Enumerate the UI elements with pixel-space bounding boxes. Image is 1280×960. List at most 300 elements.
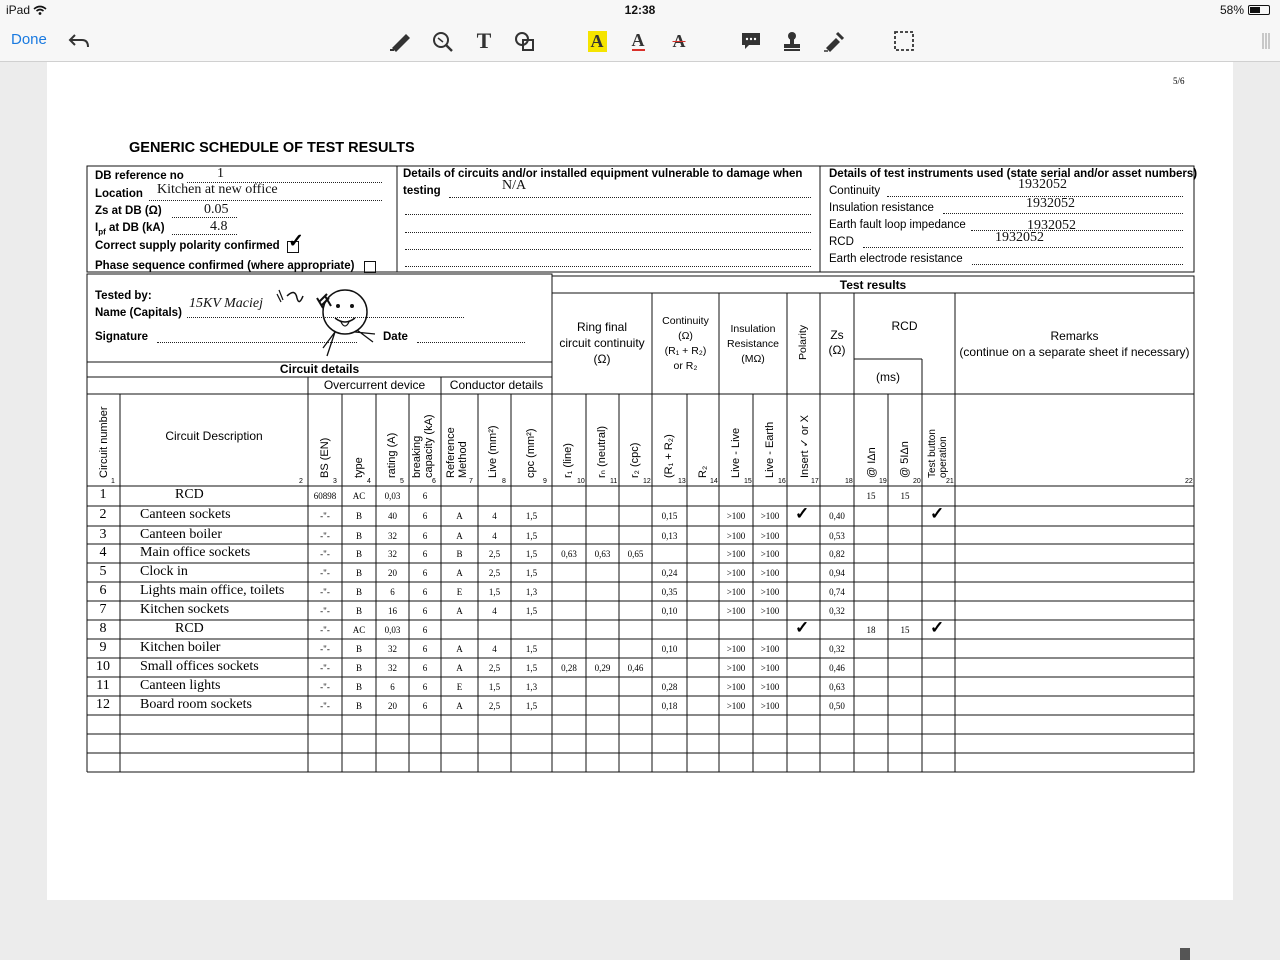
cell-zs[interactable]: 0,53 <box>829 531 845 541</box>
r1-heading: r₁ (line) <box>562 443 574 478</box>
toolbar-handle-icon[interactable] <box>1256 28 1276 54</box>
cell-desc[interactable]: Clock in <box>140 564 188 579</box>
reference-heading <box>445 427 469 478</box>
cell-bs[interactable]: -"- <box>320 701 330 711</box>
cell-bs[interactable]: -"- <box>320 511 330 521</box>
cell-rn[interactable]: 0,29 <box>594 663 611 673</box>
polarity-check-mark: ✓ <box>288 231 304 252</box>
rating-heading: rating (A) <box>386 432 398 478</box>
cell-r2[interactable]: 0,65 <box>627 549 644 559</box>
page-number: 5/6 <box>1173 76 1185 86</box>
cell-bs[interactable]: -"- <box>320 606 330 616</box>
r1r2-heading: (R₁ + R₂) <box>663 434 675 478</box>
cell-breaking[interactable]: 6 <box>422 625 428 635</box>
cell-zs[interactable]: 0,32 <box>829 606 845 616</box>
cell-r1r2[interactable]: 0,15 <box>661 511 678 521</box>
db-ref-value[interactable]: 1 <box>217 166 224 181</box>
cell-le[interactable]: >100 <box>760 701 780 711</box>
column-number: 18 <box>845 478 853 485</box>
reference-line2: Method <box>457 441 469 478</box>
instrument-value-insulation[interactable]: 1932052 <box>1026 196 1075 211</box>
circuit-description-heading: Circuit Description <box>165 429 263 443</box>
cell-zs[interactable]: 0,40 <box>829 511 845 521</box>
test-button-line1: Test button <box>927 429 938 478</box>
text-icon[interactable]: T <box>476 28 492 53</box>
signature-doodle <box>275 286 385 358</box>
instrument-dots-insulation <box>943 213 1183 214</box>
cell-live[interactable]: 1,5 <box>488 587 501 597</box>
done-button[interactable]: Done <box>11 31 47 48</box>
circuit-number-heading: Circuit number <box>98 406 110 478</box>
overcurrent-heading: Overcurrent device <box>323 378 426 392</box>
cell-breaking[interactable]: 6 <box>422 491 428 501</box>
cell-ref[interactable]: A <box>456 531 463 541</box>
cell-type[interactable]: B <box>355 549 362 559</box>
cell-bs[interactable]: -"- <box>320 663 330 673</box>
cell-btn[interactable]: ✓ <box>930 504 945 523</box>
instrument-label-continuity: Continuity <box>829 185 881 197</box>
cell-cpc[interactable]: 1,5 <box>525 568 538 578</box>
cell-desc[interactable]: Kitchen boiler <box>140 640 221 655</box>
highlighter-icon[interactable] <box>584 28 610 54</box>
rcd-heading: RCD <box>891 319 918 333</box>
at-5idn-heading: @ 5IΔn <box>899 441 911 478</box>
zs-heading-line2: (Ω) <box>828 343 846 357</box>
cell-ll[interactable]: >100 <box>726 511 746 521</box>
cell-ref[interactable]: A <box>456 663 463 673</box>
bs-en-heading: BS (EN) <box>319 437 331 478</box>
column-number: 7 <box>469 478 473 485</box>
cell-r1r2[interactable]: 0,10 <box>661 606 678 616</box>
insulation-line3: (MΩ) <box>741 353 765 365</box>
column-number: 3 <box>333 478 337 485</box>
location-value[interactable]: Kitchen at new office <box>157 182 278 197</box>
cell-ref[interactable]: A <box>456 606 463 616</box>
cell-no[interactable]: 4 <box>99 545 107 560</box>
signature-icon[interactable] <box>820 28 846 54</box>
continuity-heading <box>652 314 719 374</box>
cell-r1r2[interactable]: 0,13 <box>661 531 678 541</box>
pen-icon[interactable] <box>388 28 414 54</box>
cell-ll[interactable]: >100 <box>726 549 746 559</box>
column-number: 4 <box>367 478 371 485</box>
cell-idn5[interactable]: 15 <box>900 491 910 501</box>
vulnerable-dots-3 <box>405 232 811 233</box>
zs-value[interactable]: 0.05 <box>204 202 229 217</box>
cell-bs[interactable]: -"- <box>320 682 330 692</box>
cell-no[interactable]: 5 <box>99 564 107 579</box>
underline-glyph: A <box>631 30 645 50</box>
column-number: 15 <box>744 478 752 485</box>
column-number: 5 <box>400 478 404 485</box>
location-label: Location <box>95 188 143 200</box>
cell-rating[interactable]: 0,03 <box>384 625 401 635</box>
live-heading: Live (mm²) <box>487 425 499 478</box>
cell-le[interactable]: >100 <box>760 587 780 597</box>
cell-bs[interactable]: -"- <box>320 568 330 578</box>
cell-desc[interactable]: RCD <box>175 621 204 636</box>
cell-rating[interactable]: 32 <box>388 644 397 654</box>
cell-type[interactable]: B <box>355 606 362 616</box>
cell-no[interactable]: 11 <box>96 678 110 693</box>
device-label: iPad <box>6 3 31 17</box>
cell-zs[interactable]: 0,74 <box>829 587 845 597</box>
continuity-line2: (Ω) <box>678 330 693 342</box>
cell-r1r2[interactable]: 0,35 <box>661 587 678 597</box>
instruments-heading: Details of test instruments used (state serial and/or asset numbers) <box>829 168 1198 180</box>
ring-final-line3: (Ω) <box>593 352 611 366</box>
cell-cpc[interactable]: 1,5 <box>525 511 538 521</box>
cell-rating[interactable]: 20 <box>388 701 397 711</box>
cell-ll[interactable]: >100 <box>726 568 746 578</box>
comment-icon[interactable] <box>738 28 764 54</box>
cell-le[interactable]: >100 <box>760 663 780 673</box>
cell-r1[interactable]: 0,28 <box>561 663 577 673</box>
cell-no[interactable]: 9 <box>99 640 107 655</box>
at-idn-heading: @ IΔn <box>866 447 878 478</box>
status-bar <box>0 0 1280 20</box>
ipf-label-main: I <box>95 222 99 234</box>
annotation-toolbar <box>0 20 1280 62</box>
ipf-value[interactable]: 4.8 <box>210 219 228 234</box>
cell-live[interactable]: 1,5 <box>488 682 501 692</box>
cell-ref[interactable]: B <box>456 549 463 559</box>
cell-no[interactable]: 6 <box>99 583 107 598</box>
ipf-label <box>95 222 165 236</box>
cell-bs[interactable]: -"- <box>320 549 330 559</box>
continuity-line3: (R₁ + R₂) <box>664 345 707 357</box>
ring-final-line2: circuit continuity <box>559 336 645 350</box>
cell-le[interactable]: >100 <box>760 531 780 541</box>
cell-rating[interactable]: 0,03 <box>384 491 401 501</box>
cell-r1[interactable]: 0,63 <box>561 549 577 559</box>
cell-live[interactable]: 4 <box>492 531 497 541</box>
battery-fill <box>1250 7 1260 13</box>
ring-final-heading <box>552 319 652 367</box>
polarity-label: Correct supply polarity confirmed <box>95 240 280 252</box>
insulation-line1: Insulation <box>730 323 776 335</box>
cell-live[interactable]: 2,5 <box>488 568 501 578</box>
cell-ll[interactable]: >100 <box>726 531 746 541</box>
cell-type[interactable]: B <box>355 682 362 692</box>
cell-pol[interactable]: ✓ <box>795 504 810 523</box>
battery-icon <box>1248 5 1270 15</box>
cell-rating[interactable]: 32 <box>388 531 397 541</box>
cell-btn[interactable]: ✓ <box>930 618 945 637</box>
cell-ll[interactable]: >100 <box>726 701 746 711</box>
cell-cpc[interactable]: 1,5 <box>525 531 538 541</box>
type-heading: type <box>353 457 365 478</box>
column-number: 16 <box>778 478 786 485</box>
cell-live[interactable]: 4 <box>492 511 497 521</box>
cell-idn5[interactable]: 15 <box>900 625 910 635</box>
cell-le[interactable]: >100 <box>760 568 780 578</box>
test-results-heading: Test results <box>839 278 907 292</box>
zs-heading <box>820 328 854 358</box>
cell-bs[interactable]: -"- <box>320 644 330 654</box>
cell-ref[interactable]: A <box>456 701 463 711</box>
text-color-icon[interactable] <box>625 28 651 54</box>
signature-label: Signature <box>95 331 149 343</box>
cell-type[interactable]: B <box>355 568 362 578</box>
cell-le[interactable]: >100 <box>760 644 780 654</box>
zs-label: Zs at DB (Ω) <box>95 205 162 217</box>
cell-r1r2[interactable]: 0,28 <box>661 682 678 692</box>
cell-r1r2[interactable]: 0,24 <box>661 568 678 578</box>
column-number: 19 <box>879 478 887 485</box>
continuity-line1: Continuity <box>662 315 709 327</box>
cell-type[interactable]: B <box>355 663 362 673</box>
cell-bs[interactable]: -"- <box>320 625 330 635</box>
column-number: 17 <box>811 478 819 485</box>
cell-type[interactable]: AC <box>352 491 366 501</box>
cell-breaking[interactable]: 6 <box>422 568 428 578</box>
document-page <box>47 62 1233 900</box>
cell-ll[interactable]: >100 <box>726 663 746 673</box>
cell-r1r2[interactable]: 0,18 <box>661 701 678 711</box>
remarks-line1: Remarks <box>1050 329 1099 343</box>
cell-bs[interactable]: -"- <box>320 587 330 597</box>
cell-breaking[interactable]: 6 <box>422 701 428 711</box>
rcd-ms-heading: (ms) <box>876 370 900 384</box>
ring-final-line1: Ring final <box>576 320 628 334</box>
cell-ll[interactable]: >100 <box>726 682 746 692</box>
column-number: 1 <box>111 478 115 485</box>
rn-heading: rₙ (neutral) <box>596 425 608 478</box>
cell-breaking[interactable]: 6 <box>422 682 428 692</box>
cell-le[interactable]: >100 <box>760 682 780 692</box>
name-value[interactable]: 15KV Maciej <box>189 296 264 311</box>
phase-label: Phase sequence confirmed (where appropriate) <box>95 260 355 272</box>
cell-no[interactable]: 3 <box>99 527 107 542</box>
instrument-label-insulation: Insulation resistance <box>829 202 934 214</box>
vulnerable-label-line1: Details of circuits and/or installed equipment vulnerable to damage when <box>403 168 803 180</box>
cell-no[interactable]: 2 <box>99 507 107 522</box>
cell-rating[interactable]: 6 <box>390 587 395 597</box>
cell-rating[interactable]: 6 <box>390 682 395 692</box>
instrument-label-rcd: RCD <box>829 236 854 248</box>
stamp-icon[interactable] <box>779 28 805 54</box>
cell-ref[interactable]: E <box>456 587 463 597</box>
cell-type[interactable]: B <box>355 587 362 597</box>
cell-no[interactable]: 10 <box>96 659 110 674</box>
cell-live[interactable]: 4 <box>492 644 497 654</box>
cell-desc[interactable]: Canteen sockets <box>140 507 231 522</box>
cell-ref[interactable]: E <box>456 682 463 692</box>
ipf-label-sub: pf <box>98 227 106 237</box>
scroll-indicator[interactable] <box>1180 948 1190 960</box>
breaking-line2: capacity (kA) <box>423 414 435 478</box>
column-number: 9 <box>543 478 547 485</box>
instrument-value-rcd[interactable]: 1932052 <box>995 230 1044 245</box>
conductor-heading: Conductor details <box>449 378 544 392</box>
strikethrough-icon[interactable] <box>666 28 692 54</box>
reference-line1: Reference <box>445 427 457 478</box>
breaking-line1: breaking <box>411 435 423 478</box>
cell-ll[interactable]: >100 <box>726 587 746 597</box>
cell-cpc[interactable]: 1,3 <box>525 682 538 692</box>
column-number: 2 <box>299 478 303 485</box>
cell-breaking[interactable]: 6 <box>422 549 428 559</box>
battery-status <box>1220 3 1270 17</box>
phase-checkbox[interactable] <box>364 261 376 273</box>
document-viewer[interactable] <box>0 62 1280 960</box>
cell-desc[interactable]: Kitchen sockets <box>140 602 230 617</box>
column-number: 11 <box>610 478 618 485</box>
cell-r1r2[interactable]: 0,10 <box>661 644 678 654</box>
test-button-heading <box>927 429 949 478</box>
zs-heading-line1: Zs <box>830 328 844 342</box>
undo-icon[interactable] <box>66 28 92 54</box>
date-label: Date <box>383 331 408 343</box>
cell-desc[interactable]: Canteen lights <box>140 678 221 693</box>
column-number: 21 <box>946 478 954 485</box>
cell-idn[interactable]: 18 <box>866 625 876 635</box>
cell-desc[interactable]: Main office sockets <box>140 545 251 560</box>
location-dots <box>149 200 382 201</box>
vulnerable-value[interactable]: N/A <box>502 178 527 193</box>
cell-breaking[interactable]: 6 <box>422 644 428 654</box>
cell-idn[interactable]: 15 <box>866 491 876 501</box>
instrument-dots-rcd <box>863 247 1183 248</box>
cell-bs[interactable]: 60898 <box>313 491 337 501</box>
live-live-heading: Live - Live <box>730 427 742 478</box>
cell-zs[interactable]: 0,32 <box>829 644 845 654</box>
remarks-heading <box>955 328 1194 360</box>
vulnerable-dots-1 <box>449 197 811 198</box>
cell-ll[interactable]: >100 <box>726 606 746 616</box>
cell-desc[interactable]: Lights main office, toilets <box>140 583 285 598</box>
ipf-label-rest: at DB (kA) <box>105 222 165 234</box>
column-number: 14 <box>710 478 718 485</box>
cell-breaking[interactable]: 6 <box>422 663 428 673</box>
cell-cpc[interactable]: 1,5 <box>525 606 538 616</box>
cell-cpc[interactable]: 1,5 <box>525 549 538 559</box>
column-number: 20 <box>913 478 921 485</box>
cell-zs[interactable]: 0,46 <box>829 663 845 673</box>
vulnerable-dots-5 <box>405 266 811 267</box>
cell-zs[interactable]: 0,94 <box>829 568 845 578</box>
cell-live[interactable]: 2,5 <box>488 701 501 711</box>
cell-type[interactable]: AC <box>352 625 366 635</box>
circuit-details-heading: Circuit details <box>279 362 360 376</box>
cell-zs[interactable]: 0,82 <box>829 549 845 559</box>
cell-breaking[interactable]: 6 <box>422 531 428 541</box>
tested-by-label: Tested by: <box>95 290 152 302</box>
cell-rating[interactable]: 32 <box>388 549 397 559</box>
date-dots <box>417 342 525 343</box>
insulation-line2: Resistance <box>727 338 779 350</box>
cell-cpc[interactable]: 1,5 <box>525 663 538 673</box>
cell-r2[interactable]: 0,46 <box>627 663 644 673</box>
cell-no[interactable]: 8 <box>99 621 107 636</box>
cell-live[interactable]: 4 <box>492 606 497 616</box>
shapes-icon[interactable] <box>512 28 538 54</box>
cell-rating[interactable]: 16 <box>388 606 397 616</box>
column-number: 22 <box>1185 478 1193 485</box>
cell-ref[interactable]: A <box>456 568 463 578</box>
cell-type[interactable]: B <box>355 531 362 541</box>
cell-pol[interactable]: ✓ <box>795 618 810 637</box>
instrument-dots-electrode <box>972 264 1183 265</box>
cell-live[interactable]: 2,5 <box>488 549 501 559</box>
name-label: Name (Capitals) <box>95 307 182 319</box>
cell-ref[interactable]: A <box>456 511 463 521</box>
test-button-line2: operation <box>938 436 949 478</box>
vulnerable-dots-2 <box>405 214 811 215</box>
cell-breaking[interactable]: 6 <box>422 511 428 521</box>
cell-type[interactable]: B <box>355 644 362 654</box>
cell-cpc[interactable]: 1,5 <box>525 644 538 654</box>
breaking-heading <box>411 414 435 478</box>
cell-bs[interactable]: -"- <box>320 531 330 541</box>
cell-cpc[interactable]: 1,3 <box>525 587 538 597</box>
polarity-heading: Polarity <box>797 324 809 360</box>
cell-breaking[interactable]: 6 <box>422 587 428 597</box>
cell-type[interactable]: B <box>355 511 362 521</box>
cell-rating[interactable]: 40 <box>388 511 397 521</box>
clock: 12:38 <box>624 3 656 17</box>
instrument-value-continuity[interactable]: 1932052 <box>1018 177 1067 192</box>
cell-desc[interactable]: Board room sockets <box>140 697 252 712</box>
column-number: 8 <box>502 478 506 485</box>
cell-zs[interactable]: 0,50 <box>829 701 845 711</box>
magnifier-icon[interactable] <box>430 28 456 54</box>
cell-desc[interactable]: Canteen boiler <box>140 527 223 542</box>
column-number: 13 <box>678 478 686 485</box>
cell-no[interactable]: 1 <box>99 487 107 502</box>
cell-rating[interactable]: 32 <box>388 663 397 673</box>
cell-desc[interactable]: Small offices sockets <box>140 659 259 674</box>
cell-cpc[interactable]: 1,5 <box>525 701 538 711</box>
instrument-label-loop: Earth fault loop impedance <box>829 219 966 231</box>
battery-percent: 58% <box>1219 3 1244 17</box>
strike-glyph: A <box>672 30 686 51</box>
live-earth-heading: Live - Earth <box>764 421 776 478</box>
cell-le[interactable]: >100 <box>760 606 780 616</box>
cell-le[interactable]: >100 <box>760 549 780 559</box>
instrument-label-electrode: Earth electrode resistance <box>829 253 963 265</box>
column-number: 6 <box>432 478 436 485</box>
cell-live[interactable]: 2,5 <box>488 663 501 673</box>
cell-zs[interactable]: 0,63 <box>829 682 845 692</box>
insert-heading: Insert ✓ or X <box>799 414 811 478</box>
cell-type[interactable]: B <box>355 701 362 711</box>
cell-ref[interactable]: A <box>456 644 463 654</box>
cpc-heading: cpc (mm²) <box>525 428 537 478</box>
cell-breaking[interactable]: 6 <box>422 606 428 616</box>
R2-heading: R₂ <box>697 465 709 478</box>
column-number: 12 <box>643 478 651 485</box>
cell-no[interactable]: 12 <box>96 697 110 712</box>
cell-rn[interactable]: 0,63 <box>594 549 611 559</box>
selection-icon[interactable] <box>891 28 917 54</box>
highlight-glyph: A <box>588 31 607 52</box>
cell-desc[interactable]: RCD <box>175 487 204 502</box>
insulation-heading <box>719 322 787 367</box>
remarks-line2: (continue on a separate sheet if necessary) <box>959 345 1190 359</box>
vulnerable-dots-4 <box>405 249 811 250</box>
instrument-value-loop[interactable]: 1932052 <box>1027 218 1076 233</box>
continuity-line4: or R₂ <box>673 360 698 372</box>
cell-no[interactable]: 7 <box>99 602 107 617</box>
cell-rating[interactable]: 20 <box>388 568 397 578</box>
cell-le[interactable]: >100 <box>760 511 780 521</box>
form-title: GENERIC SCHEDULE OF TEST RESULTS <box>129 140 415 156</box>
cell-ll[interactable]: >100 <box>726 644 746 654</box>
vulnerable-label-line2: testing <box>403 185 441 197</box>
r2-heading: r₂ (cpc) <box>629 442 641 478</box>
